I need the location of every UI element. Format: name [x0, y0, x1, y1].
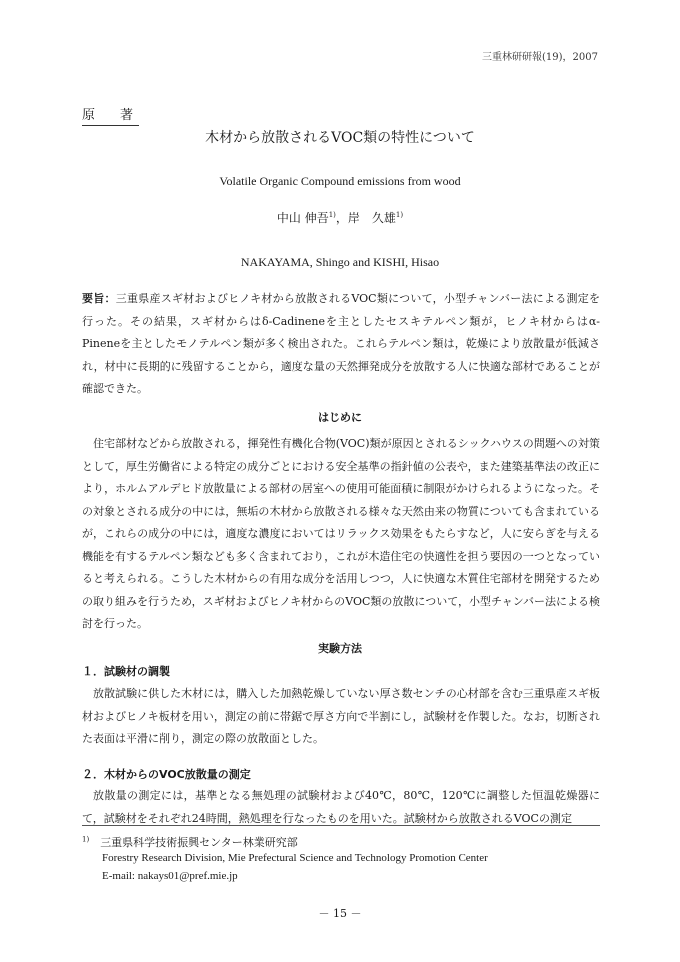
abstract — [82, 288, 600, 401]
abstract-label: 要旨： — [82, 292, 116, 305]
author-2: ，岸 久雄 — [335, 211, 396, 225]
footnote-affiliation-ja — [82, 834, 298, 850]
footnote-affiliation-en: Forestry Research Division, Mie Prefectural Science and Technology Promotion Center — [102, 852, 488, 864]
author-1-affil-mark: 1) — [328, 211, 336, 219]
section-heading-intro: はじめに — [318, 411, 362, 424]
footnote-affil-ja-text: 三重県科学技術振興センター林業研究部 — [100, 836, 298, 849]
authors-japanese — [0, 209, 680, 226]
title-japanese: 木材から放散されるVOC類の特性について — [205, 130, 475, 146]
authors-english: NAKAYAMA, Shingo and KISHI, Hisao — [240, 255, 440, 269]
subsection-1-paragraph: 放散試験に供した木材には，購入した加熱乾燥していない厚さ数センチの心材部を含む三重県産スギ板材およびヒノキ板材を用い，測定の前に帯鋸で厚さ方向で半割にし，試験材を作製した。なお，切断された表面は平滑に削り，測定の際の放散面とした。 — [82, 687, 600, 745]
footnote-email: E-mail: nakays01@pref.mie.jp — [102, 870, 238, 882]
author-1: 中山 伸吾 — [276, 211, 329, 225]
footnote-mark: 1) — [82, 835, 90, 844]
footnote-divider — [82, 825, 600, 826]
intro-paragraph: 住宅部材などから放散される，揮発性有機化合物(VOC)類が原因とされるシックハウスの問題への対策として，厚生労働省による特定の成分ごとにおける安全基準の指針値の公表や，また建築基準法の改正により，ホルムアルデヒド放散量による部材の居室への使用可能面積に制限がかけられるようになった。その対象とされる成分の中には，無垢の木材から放散される様々な天然由来の物質についても含まれているが，これらの成分の中には，適度な濃度においてはリラックス効果をもたらすなど，人に安らぎを与える機能を有するテルペン類なども多く含まれており，これが木造住宅の快適性を担う要因の一つとなっていると考えられる。こうした木材からの有用な成分を活用しつつ，人に快適な木質住宅部材を開発するための取り組みを行うため，スギ材およびヒノキ材からのVOC類の放散について，小型チャンバー法による検討を行った。 — [82, 437, 600, 630]
article-category: 原 著 — [82, 104, 139, 126]
section-heading-methods: 実験方法 — [318, 642, 362, 655]
journal-header: 三重林研研報(19)，2007 — [482, 52, 598, 63]
subsection-2-title: ２．木材からのVOC放散量の測定 — [82, 768, 251, 781]
title-english: Volatile Organic Compound emissions from wood — [219, 174, 461, 188]
page-number: － 15 － — [318, 907, 362, 920]
subsection-1-title: １．試験材の調製 — [82, 665, 170, 678]
abstract-text: 三重県産スギ材およびヒノキ材から放散されるVOC類について，小型チャンバー法による測定を行った。その結果，スギ材からはδ-Cadineneを主としたセスキテルペン類が，ヒノキ材からはα-Pineneを主としたモノテルペン類が多く検出された。これらテルペン類は，乾燥により放散量が低減され，材中に長期的に残留することから，適度な量の天然揮発成分を放散する人に快適な部材であることが確認できた。 — [82, 292, 601, 395]
author-2-affil-mark: 1) — [395, 211, 404, 219]
subsection-2-paragraph: 放散量の測定には，基準となる無処理の試験材および40℃，80℃，120℃に調整した恒温乾燥器にて，試験材をそれぞれ24時間，熱処理を行なったものを用いた。試験材から放散されるVOCの測定 — [82, 789, 600, 825]
